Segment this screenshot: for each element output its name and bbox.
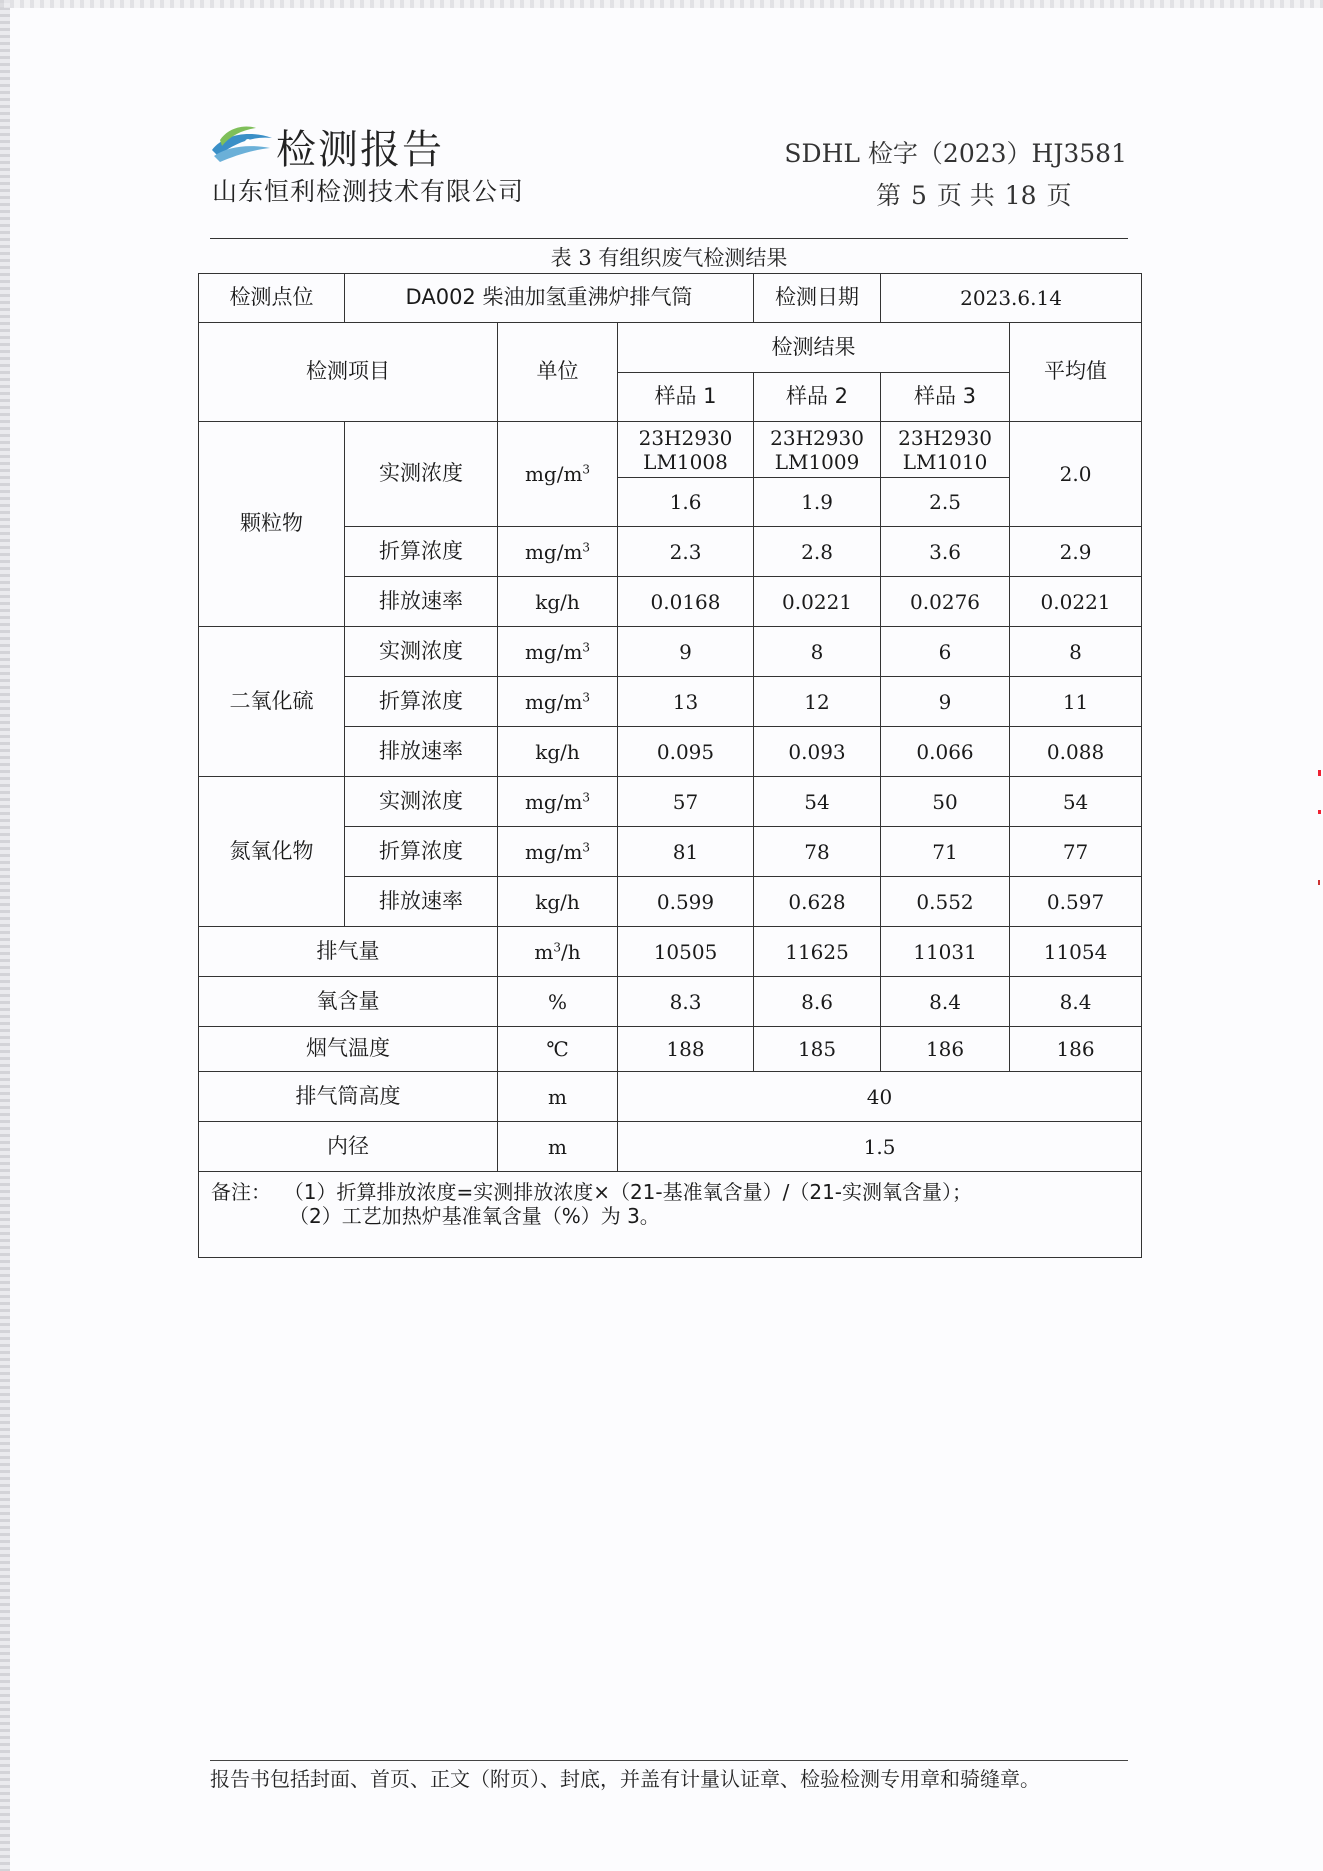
unit-text: kg/h	[535, 589, 580, 614]
value-cell: 0.066	[881, 727, 1010, 777]
scan-top-edge	[0, 0, 1323, 8]
param-name: 排放速率	[345, 577, 498, 627]
group-name: 氮氧化物	[199, 777, 345, 927]
footer-divider	[210, 1760, 1128, 1761]
page-total: 18	[1004, 181, 1037, 210]
table-caption: 表 3 有组织废气检测结果	[550, 246, 788, 270]
unit-cell: m	[498, 1072, 618, 1122]
scan-margin-marks	[1315, 760, 1323, 1020]
avg-cell: 8.4	[1010, 977, 1142, 1027]
avg-cell: 54	[1010, 777, 1142, 827]
unit-cell: ℃	[498, 1027, 618, 1072]
value-cell: 54	[754, 777, 881, 827]
value-cell: 0.093	[754, 727, 881, 777]
unit-sup: 3	[582, 462, 591, 477]
value-cell: 57	[618, 777, 754, 827]
company-name: 山东恒利检测技术有限公司	[212, 177, 525, 206]
notes-row	[199, 1172, 1142, 1258]
value-cell: 71	[881, 827, 1010, 877]
note-line-1	[211, 1180, 1129, 1204]
col-item-header: 检测项目	[199, 323, 498, 422]
avg-cell: 2.9	[1010, 527, 1142, 577]
value-cell: 12	[754, 677, 881, 727]
avg-cell: 0.0221	[1010, 577, 1142, 627]
unit-sup: 3	[553, 939, 561, 954]
unit-cell: m	[498, 1122, 618, 1172]
unit-cell	[498, 527, 618, 577]
sample-code-line2: LM1008	[643, 449, 728, 474]
param-name: 排放速率	[345, 727, 498, 777]
sample-code-line1: 23H2930	[770, 425, 864, 450]
diameter-value: 1.5	[618, 1122, 1142, 1172]
value-cell: 8	[754, 627, 881, 677]
table-row	[199, 1027, 1142, 1072]
page-suffix: 页	[1046, 181, 1072, 210]
unit-text: mg/m	[524, 689, 583, 714]
group-name: 二氧化硫	[199, 627, 345, 777]
avg-cell: 11054	[1010, 927, 1142, 977]
unit-cell	[498, 927, 618, 977]
unit-text: /h	[560, 939, 581, 964]
value-cell: 1.9	[754, 478, 881, 527]
param-name: 排放速率	[345, 877, 498, 927]
page-prefix: 第	[876, 181, 902, 210]
value-cell: 2.8	[754, 527, 881, 577]
value-cell: 81	[618, 827, 754, 877]
value-cell: 11031	[881, 927, 1010, 977]
value-cell: 0.599	[618, 877, 754, 927]
unit-cell	[498, 422, 618, 527]
report-title: 检测报告	[276, 127, 444, 173]
company-logo-icon	[210, 120, 274, 164]
date-label: 检测日期	[754, 274, 881, 323]
value-cell: 188	[618, 1027, 754, 1072]
unit-cell: %	[498, 977, 618, 1027]
unit-text: mg/m	[524, 539, 583, 564]
oxygen-label: 氧含量	[199, 977, 498, 1027]
flow-label: 排气量	[199, 927, 498, 977]
header-row	[199, 323, 1142, 373]
sample-code	[881, 422, 1010, 478]
value-cell: 0.095	[618, 727, 754, 777]
sample-code-line2: LM1009	[774, 449, 860, 474]
unit-text: kg/h	[535, 739, 580, 764]
avg-cell: 11	[1010, 677, 1142, 727]
sample-code	[618, 422, 754, 478]
value-cell: 50	[881, 777, 1010, 827]
diameter-label: 内径	[199, 1122, 498, 1172]
value-cell: 0.628	[754, 877, 881, 927]
table-row	[199, 627, 1142, 677]
value-cell: 0.0276	[881, 577, 1010, 627]
value-cell: 2.5	[881, 478, 1010, 527]
value-cell: 186	[881, 1027, 1010, 1072]
page-current: 5	[910, 181, 927, 210]
date-value: 2023.6.14	[881, 274, 1142, 323]
param-name: 折算浓度	[345, 527, 498, 577]
unit-sup: 3	[582, 539, 591, 554]
unit-text: mg/m	[524, 839, 583, 864]
sample-header: 样品 3	[881, 373, 1010, 422]
value-cell: 3.6	[881, 527, 1010, 577]
unit-cell	[498, 827, 618, 877]
table-row	[199, 927, 1142, 977]
sample-code	[754, 422, 881, 478]
unit-sup: 3	[582, 789, 591, 804]
table-row	[199, 1072, 1142, 1122]
group-name: 颗粒物	[199, 422, 345, 627]
note-line-2: （2）工艺加热炉基准氧含量（%）为 3。	[289, 1204, 660, 1228]
value-cell: 13	[618, 677, 754, 727]
table-row	[199, 1122, 1142, 1172]
table-row	[199, 777, 1142, 827]
param-name: 实测浓度	[345, 627, 498, 677]
unit-sup: 3	[582, 689, 591, 704]
unit-sup: 3	[582, 839, 591, 854]
value-cell: 2.3	[618, 527, 754, 577]
scan-edge	[0, 0, 10, 1871]
unit-cell	[498, 877, 618, 927]
unit-cell	[498, 677, 618, 727]
avg-cell: 8	[1010, 627, 1142, 677]
unit-cell	[498, 727, 618, 777]
sample-code-line2: LM1010	[902, 449, 988, 474]
unit-sup: 3	[582, 639, 591, 654]
table-row	[199, 422, 1142, 478]
value-cell: 11625	[754, 927, 881, 977]
avg-cell: 77	[1010, 827, 1142, 877]
header-divider	[210, 238, 1128, 239]
page-mid: 页 共	[936, 181, 995, 210]
height-value: 40	[618, 1072, 1142, 1122]
col-results-header: 检测结果	[618, 323, 1010, 373]
temp-label: 烟气温度	[199, 1027, 498, 1072]
sample-header: 样品 2	[754, 373, 881, 422]
unit-cell	[498, 577, 618, 627]
notes-cell	[199, 1172, 1142, 1258]
unit-text: mg/m	[524, 789, 583, 814]
value-cell: 185	[754, 1027, 881, 1072]
footer-text: 报告书包括封面、首页、正文（附页）、封底，并盖有计量认证章、检验检测专用章和骑缝章。	[210, 1767, 1040, 1791]
param-name: 折算浓度	[345, 827, 498, 877]
notes-label: 备注：	[211, 1180, 271, 1204]
avg-cell: 2.0	[1010, 422, 1142, 527]
note-text-1: （1）折算排放浓度=实测排放浓度×（21-基准氧含量）/（21-实测氧含量）；	[283, 1180, 973, 1204]
value-cell: 9	[618, 627, 754, 677]
col-unit-header: 单位	[498, 323, 618, 422]
value-cell: 8.3	[618, 977, 754, 1027]
param-name: 折算浓度	[345, 677, 498, 727]
point-row	[199, 274, 1142, 323]
avg-cell: 0.597	[1010, 877, 1142, 927]
results-table	[198, 273, 1142, 1258]
sample-code-line1: 23H2930	[898, 425, 992, 450]
value-cell: 0.552	[881, 877, 1010, 927]
point-value: DA002 柴油加氢重沸炉排气筒	[345, 274, 754, 323]
page-info	[876, 176, 1072, 212]
unit-cell	[498, 627, 618, 677]
value-cell: 1.6	[618, 478, 754, 527]
avg-cell: 0.088	[1010, 727, 1142, 777]
param-name: 实测浓度	[345, 777, 498, 827]
value-cell: 78	[754, 827, 881, 877]
value-cell: 0.0221	[754, 577, 881, 627]
value-cell: 10505	[618, 927, 754, 977]
value-cell: 0.0168	[618, 577, 754, 627]
unit-text: m	[534, 939, 554, 964]
avg-cell: 186	[1010, 1027, 1142, 1072]
table-row	[199, 977, 1142, 1027]
sample-code-line1: 23H2930	[638, 425, 733, 450]
param-name: 实测浓度	[345, 422, 498, 527]
unit-text: kg/h	[535, 889, 580, 914]
unit-text: mg/m	[524, 462, 583, 486]
unit-text: mg/m	[524, 639, 583, 664]
value-cell: 6	[881, 627, 1010, 677]
col-avg-header: 平均值	[1010, 323, 1142, 422]
value-cell: 9	[881, 677, 1010, 727]
sample-header: 样品 1	[618, 373, 754, 422]
point-label: 检测点位	[199, 274, 345, 323]
value-cell: 8.4	[881, 977, 1010, 1027]
height-label: 排气筒高度	[199, 1072, 498, 1122]
report-number: SDHL 检字（2023）HJ3581	[784, 139, 1127, 168]
unit-cell	[498, 777, 618, 827]
value-cell: 8.6	[754, 977, 881, 1027]
